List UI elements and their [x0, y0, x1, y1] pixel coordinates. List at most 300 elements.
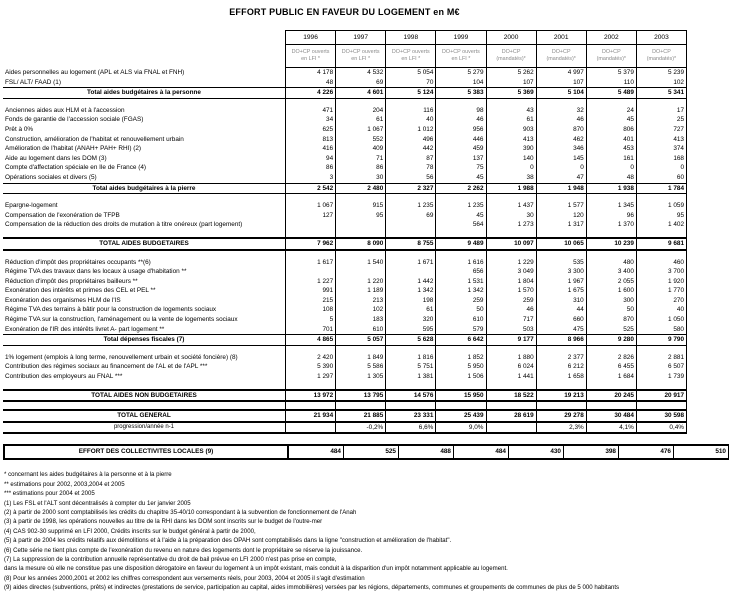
value-cell: 137	[436, 154, 486, 164]
value-cell: 15 950	[436, 390, 486, 402]
value-cell: 5 262	[486, 68, 536, 78]
table-row	[3, 353, 687, 363]
value-cell: 2 055	[586, 277, 636, 287]
value-cell: 496	[386, 135, 436, 145]
value-cell: 346	[536, 144, 586, 154]
value-cell: 1 235	[436, 201, 486, 211]
row-label	[3, 250, 286, 258]
value-cell: 60	[636, 173, 686, 183]
value-cell: 1 675	[536, 286, 586, 296]
value-cell	[436, 230, 486, 238]
value-cell: 116	[386, 106, 436, 116]
value-cell	[486, 230, 536, 238]
value-cell: 813	[286, 135, 336, 145]
value-cell: 259	[486, 296, 536, 306]
value-cell: 5	[286, 315, 336, 325]
value-cell	[386, 98, 436, 106]
table-row	[3, 286, 687, 296]
value-cell: 50	[586, 305, 636, 315]
value-cell: 5 489	[586, 88, 636, 99]
table-row	[3, 305, 687, 315]
value-cell: 7 962	[286, 238, 336, 250]
value-cell: 45	[436, 173, 486, 183]
value-cell: 161	[586, 154, 636, 164]
value-cell	[436, 98, 486, 106]
value-cell: 660	[536, 315, 586, 325]
footnote-line: ** estimations pour 2002, 2003,2004 et 2005	[4, 480, 125, 488]
value-cell: 5 369	[486, 88, 536, 99]
value-cell	[486, 401, 536, 410]
value-cell: 1 229	[486, 258, 536, 268]
value-cell	[536, 194, 586, 202]
column-subheader: DO+CP ouverts en LFI *	[436, 45, 486, 68]
value-cell	[286, 98, 336, 106]
effort-table-body	[4, 445, 729, 459]
footnote-line: dans la mesure où elle ne constitue pas une disposition dérogatoire en faveur du logement à un impôt existant, mais conduit à la disparition d'un impôt notamment applicable au logement.	[4, 565, 508, 573]
footnote-line: (6) Cette série ne tient plus compte de l'exonération du revenu en nature des logements dont le propriétaire se réserve la jouissance.	[4, 546, 363, 554]
table-row	[3, 201, 687, 211]
value-cell: 18 522	[486, 390, 536, 402]
table-row	[3, 422, 687, 434]
table-row	[3, 183, 687, 194]
value-cell	[336, 250, 386, 258]
value-cell: 5 104	[536, 88, 586, 99]
value-cell: 29 278	[536, 410, 586, 422]
value-cell	[286, 401, 336, 410]
value-cell: 110	[586, 78, 636, 88]
value-cell: 806	[586, 125, 636, 135]
table-row	[3, 372, 687, 382]
value-cell: 61	[386, 305, 436, 315]
value-cell: 2,3%	[536, 422, 586, 434]
value-cell	[486, 98, 536, 106]
table-row	[3, 315, 687, 325]
value-cell: 46	[486, 305, 536, 315]
value-cell	[586, 98, 636, 106]
value-cell: 13 795	[336, 390, 386, 402]
value-cell: 21 934	[286, 410, 336, 422]
table-row	[3, 154, 687, 164]
value-cell: 870	[536, 125, 586, 135]
value-cell	[386, 250, 436, 258]
value-cell: 1 658	[536, 372, 586, 382]
table-row	[3, 362, 687, 372]
year-header: 1999	[436, 31, 486, 45]
table-row	[3, 125, 687, 135]
value-cell: 30	[486, 211, 536, 221]
value-cell: 2 262	[436, 183, 486, 194]
corner-cell	[3, 45, 286, 68]
value-cell	[386, 267, 436, 277]
value-cell	[536, 98, 586, 106]
value-cell: 510	[674, 445, 729, 459]
value-cell: 701	[286, 325, 336, 335]
table-row	[3, 401, 687, 410]
value-cell: 9 280	[586, 335, 636, 346]
table-row	[3, 258, 687, 268]
value-cell: 462	[536, 135, 586, 145]
row-label: Fonds de garantie de l'accession sociale (FGAS)	[5, 116, 144, 124]
value-cell: 1 059	[636, 201, 686, 211]
value-cell	[336, 230, 386, 238]
row-label: TOTAL AIDES NON BUDGETAIRES	[3, 390, 286, 402]
row-label	[3, 230, 286, 238]
value-cell: 401	[586, 135, 636, 145]
value-cell: 1 671	[386, 258, 436, 268]
value-cell	[286, 220, 336, 230]
value-cell	[486, 422, 536, 434]
value-cell: 4 178	[286, 68, 336, 78]
value-cell: 102	[636, 78, 686, 88]
value-cell	[286, 194, 336, 202]
year-header: 1998	[386, 31, 436, 45]
table-row	[3, 173, 687, 183]
column-subheader: DO+CP ouverts en LFI *	[286, 45, 336, 68]
value-cell: 120	[536, 211, 586, 221]
row-label: Epargne-logement	[5, 202, 58, 210]
row-label: Total aides budgétaires à la pierre	[3, 183, 286, 194]
value-cell	[386, 401, 436, 410]
row-label: Compte d'affectation spéciale en Ile de France (4)	[5, 164, 147, 172]
value-cell	[286, 382, 336, 390]
year-header: 2003	[636, 31, 686, 45]
value-cell: 108	[286, 305, 336, 315]
value-cell: 5 751	[386, 362, 436, 372]
value-cell: 552	[336, 135, 386, 145]
value-cell	[536, 382, 586, 390]
value-cell: 30 484	[586, 410, 636, 422]
row-label: Total aides budgétaires à la personne	[3, 88, 286, 99]
footnote-line: (4) CAS 902-30 supprimé en LFI 2000, Crédits inscrits sur le budget général à partir de 2000,	[4, 527, 256, 535]
value-cell: 0	[636, 163, 686, 173]
value-cell: 459	[436, 144, 486, 154]
value-cell: 98	[436, 106, 486, 116]
value-cell: 10 065	[536, 238, 586, 250]
year-header: 1996	[286, 31, 336, 45]
row-label: Régime TVA sur la construction, l'aménagement ou la vente de logements sociaux	[5, 316, 238, 324]
column-subheader: DO+CP ouverts en LFI *	[386, 45, 436, 68]
value-cell: 525	[344, 445, 399, 459]
value-cell: 1 342	[436, 286, 486, 296]
value-cell: 9 489	[436, 238, 486, 250]
value-cell: 460	[636, 258, 686, 268]
value-cell: 320	[386, 315, 436, 325]
footnote-line: *** estimations pour 2004 et 2005	[4, 490, 95, 498]
value-cell	[636, 98, 686, 106]
value-cell	[336, 98, 386, 106]
value-cell: 1 577	[536, 201, 586, 211]
value-cell: 2 480	[336, 183, 386, 194]
value-cell: 61	[336, 115, 386, 125]
table-row	[3, 335, 687, 346]
value-cell: 1 967	[536, 277, 586, 287]
value-cell	[286, 422, 336, 434]
value-cell: 2 826	[586, 353, 636, 363]
footnote-line: (9) aides directes (subventions, prêts) et indirectes (prestations de service, participation au capital, aides immobilières) versées par les régions, départements, communes et groupements de communes de plus de 5 000 habitants	[4, 584, 620, 592]
column-subheader: DO+CP (mandatés)*	[636, 45, 686, 68]
value-cell	[436, 401, 486, 410]
footnotes-block	[4, 470, 689, 592]
value-cell: 1 227	[286, 277, 336, 287]
value-cell: 104	[436, 78, 486, 88]
value-cell	[636, 194, 686, 202]
value-cell: 1 617	[286, 258, 336, 268]
footnote-line: * concernant les aides budgétaires à la personne et à la pierre	[4, 471, 172, 479]
value-cell: 484	[454, 445, 509, 459]
value-cell: 488	[399, 445, 454, 459]
value-cell: 480	[586, 258, 636, 268]
value-cell	[636, 250, 686, 258]
value-cell: 5 628	[386, 335, 436, 346]
value-cell: 595	[386, 325, 436, 335]
value-cell: 1 381	[386, 372, 436, 382]
value-cell: 5 341	[636, 88, 686, 99]
value-cell: 140	[486, 154, 536, 164]
value-cell: 903	[486, 125, 536, 135]
value-cell: 87	[386, 154, 436, 164]
table-row	[3, 267, 687, 277]
year-header: 1997	[336, 31, 386, 45]
table-row	[3, 296, 687, 306]
row-label	[3, 194, 286, 202]
footnote-line: (1) Les FSL et l'ALT sont décentralisés à compter du 1er janvier 2005	[4, 499, 191, 507]
table-body	[3, 68, 687, 434]
row-label: Aides personnelles au logement (APL et ALS via FNAL et FNH)	[5, 68, 185, 76]
value-cell: 9 681	[636, 238, 686, 250]
value-cell	[286, 250, 336, 258]
value-cell: 14 576	[386, 390, 436, 402]
value-cell: 4 601	[336, 88, 386, 99]
value-cell: 656	[436, 267, 486, 277]
value-cell: 30	[336, 173, 386, 183]
value-cell: 1 012	[386, 125, 436, 135]
value-cell	[636, 382, 686, 390]
value-cell: 20 917	[636, 390, 686, 402]
table-row	[3, 238, 687, 250]
table-row	[3, 277, 687, 287]
value-cell: 610	[436, 315, 486, 325]
value-cell: 2 542	[286, 183, 336, 194]
value-cell: 107	[486, 78, 536, 88]
value-cell	[386, 194, 436, 202]
value-cell: 717	[486, 315, 536, 325]
row-label: Opérations sociales et divers (5)	[5, 173, 97, 181]
value-cell: 1 067	[336, 125, 386, 135]
value-cell: 4 865	[286, 335, 336, 346]
row-label	[3, 401, 286, 410]
value-cell: 1 437	[486, 201, 536, 211]
value-cell: 915	[336, 201, 386, 211]
value-cell	[286, 345, 336, 353]
table-row	[3, 250, 687, 258]
value-cell: 5 279	[436, 68, 486, 78]
value-cell: 1 852	[436, 353, 486, 363]
year-header: 2000	[486, 31, 536, 45]
value-cell: 8 755	[386, 238, 436, 250]
value-cell: 0	[586, 163, 636, 173]
value-cell	[436, 345, 486, 353]
value-cell: 6 507	[636, 362, 686, 372]
value-cell	[636, 401, 686, 410]
value-cell: 300	[586, 296, 636, 306]
row-label: Exonération de l'IR des intérêts livret A- part logement **	[5, 325, 165, 333]
value-cell: 25 439	[436, 410, 486, 422]
value-cell	[436, 250, 486, 258]
value-cell	[386, 220, 436, 230]
table-row	[3, 144, 687, 154]
value-cell: 47	[536, 173, 586, 183]
value-cell: 453	[586, 144, 636, 154]
value-cell: 5 950	[436, 362, 486, 372]
column-subheader: DO+CP (mandatés)*	[586, 45, 636, 68]
value-cell: 1 938	[586, 183, 636, 194]
value-cell: 2 881	[636, 353, 686, 363]
value-cell: 1 684	[586, 372, 636, 382]
value-cell: 610	[336, 325, 386, 335]
value-cell	[336, 194, 386, 202]
table-row	[3, 135, 687, 145]
corner-cell	[3, 31, 286, 45]
value-cell: 625	[286, 125, 336, 135]
footnote-line: (2) à partir de 2000 sont comptabilisés les crédits du chapitre 35-40/10 correspondant à la subvention de fonctionnement de l'Anah	[4, 509, 357, 517]
row-label: Compensation de la réduction des droits de mutation à titre onéreux (part logement)	[5, 221, 243, 229]
row-label	[3, 98, 286, 106]
value-cell: 1 235	[386, 201, 436, 211]
value-cell: 1 600	[586, 286, 636, 296]
row-label: Réduction d'impôt des propriétaires bailleurs **	[5, 277, 138, 285]
value-cell: 0	[486, 163, 536, 173]
value-cell: 1 220	[336, 277, 386, 287]
year-header-row	[3, 31, 687, 45]
value-cell: 3 049	[486, 267, 536, 277]
value-cell: 1 317	[536, 220, 586, 230]
value-cell	[586, 382, 636, 390]
value-cell: 9 177	[486, 335, 536, 346]
value-cell	[486, 382, 536, 390]
value-cell: 446	[436, 135, 486, 145]
value-cell: 46	[536, 115, 586, 125]
value-cell	[586, 194, 636, 202]
table-row	[3, 88, 687, 99]
value-cell: 48	[286, 78, 336, 88]
value-cell: 1 540	[336, 258, 386, 268]
value-cell: 198	[386, 296, 436, 306]
value-cell: 416	[286, 144, 336, 154]
value-cell: 86	[286, 163, 336, 173]
value-cell: 5 054	[386, 68, 436, 78]
value-cell: 5 383	[436, 88, 486, 99]
subheader-row	[3, 45, 687, 68]
value-cell: 1 050	[636, 315, 686, 325]
value-cell	[536, 230, 586, 238]
row-label: Exonération des intérêts et primes des CEL et PEL **	[5, 287, 156, 295]
value-cell: 564	[436, 220, 486, 230]
value-cell: 1 988	[486, 183, 536, 194]
value-cell: 525	[586, 325, 636, 335]
row-label: TOTAL AIDES BUDGETAIRES	[3, 238, 286, 250]
value-cell: 503	[486, 325, 536, 335]
value-cell: 4 532	[336, 68, 386, 78]
value-cell: 413	[486, 135, 536, 145]
value-cell	[486, 194, 536, 202]
value-cell: 475	[536, 325, 586, 335]
value-cell	[336, 345, 386, 353]
row-label: Anciennes aides aux HLM et à l'accession	[5, 106, 125, 114]
value-cell: 23 331	[386, 410, 436, 422]
value-cell: 1 189	[336, 286, 386, 296]
value-cell: 213	[336, 296, 386, 306]
value-cell: 5 124	[386, 88, 436, 99]
value-cell: 46	[436, 115, 486, 125]
value-cell: 270	[636, 296, 686, 306]
value-cell: 86	[336, 163, 386, 173]
value-cell: -0,2%	[336, 422, 386, 434]
value-cell: 3 700	[636, 267, 686, 277]
value-cell: 1 804	[486, 277, 536, 287]
value-cell: 3	[286, 173, 336, 183]
value-cell: 9,0%	[436, 422, 486, 434]
value-cell: 1 770	[636, 286, 686, 296]
value-cell: 579	[436, 325, 486, 335]
value-cell: 95	[336, 211, 386, 221]
value-cell: 484	[288, 445, 344, 459]
row-label: Prêt à 0%	[5, 125, 34, 133]
value-cell: 48	[586, 173, 636, 183]
value-cell: 1 784	[636, 183, 686, 194]
row-label: Régime TVA des travaux dans les locaux à usage d'habitation **	[5, 268, 187, 276]
table-row	[3, 98, 687, 106]
year-header: 2001	[536, 31, 586, 45]
value-cell: 430	[509, 445, 564, 459]
row-label: Amélioration de l'habitat (ANAH+ PAH+ RHI) (2)	[5, 145, 142, 153]
row-label: progression/année n-1	[3, 422, 286, 434]
value-cell: 145	[536, 154, 586, 164]
value-cell: 5 239	[636, 68, 686, 78]
value-cell: 168	[636, 154, 686, 164]
value-cell: 1 402	[636, 220, 686, 230]
value-cell: 0,4%	[636, 422, 686, 434]
row-label: Réduction d'impôt des propriétaires occupants **(6)	[5, 258, 151, 266]
value-cell: 28 619	[486, 410, 536, 422]
footnote-line: (3) à partir de 1998, les opérations nouvelles au titre de la RHI dans les DOM sont inscrits sur le budget de l'outre-mer	[4, 518, 323, 526]
value-cell	[336, 267, 386, 277]
value-cell: 96	[586, 211, 636, 221]
row-label: FSL/ ALT/ FAAD (1)	[5, 78, 61, 86]
column-subheader: DO+CP ouverts en LFI *	[336, 45, 386, 68]
value-cell: 374	[636, 144, 686, 154]
value-cell: 5 586	[336, 362, 386, 372]
value-cell: 956	[436, 125, 486, 135]
row-label: Contribution des employeurs au FNAL ***	[5, 373, 123, 381]
value-cell: 94	[286, 154, 336, 164]
value-cell: 0	[536, 163, 586, 173]
value-cell	[386, 230, 436, 238]
value-cell: 78	[386, 163, 436, 173]
value-cell: 45	[436, 211, 486, 221]
value-cell: 127	[286, 211, 336, 221]
value-cell	[586, 230, 636, 238]
value-cell	[586, 345, 636, 353]
value-cell: 2 327	[386, 183, 436, 194]
value-cell: 19 213	[536, 390, 586, 402]
value-cell: 4 997	[536, 68, 586, 78]
value-cell: 991	[286, 286, 336, 296]
value-cell: 4 226	[286, 88, 336, 99]
value-cell: 4,1%	[586, 422, 636, 434]
value-cell: 17	[636, 106, 686, 116]
column-subheader: DO+CP (mandatés)*	[536, 45, 586, 68]
value-cell: 6,6%	[386, 422, 436, 434]
